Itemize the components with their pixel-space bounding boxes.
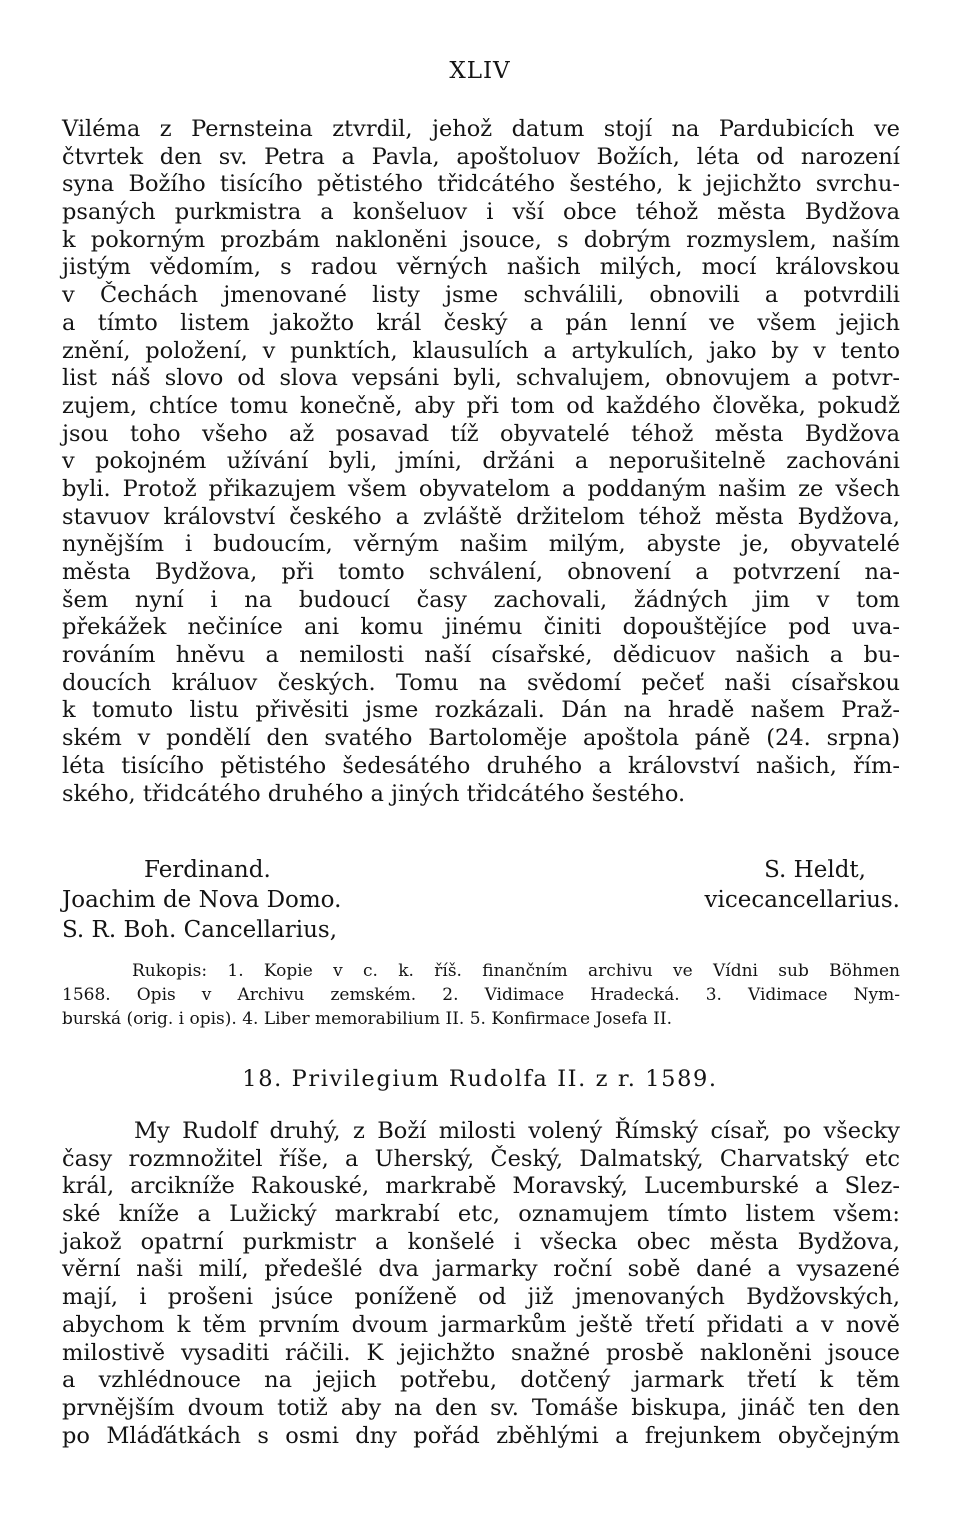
text-line: léta tisícího pětistého šedesátého druhého a království našich, řím-	[62, 752, 900, 779]
text-line: jistým vědomím, s radou věrných našich milých, mocí královskou	[62, 254, 900, 281]
text-line: rováním hněvu a nemilosti naší císařské, dědicuov našich a bu-	[62, 642, 900, 669]
text-line: čtvrtek den sv. Petra a Pavla, apoštoluov Božích, léta od narození	[62, 143, 900, 170]
text-line: věrní naši milí, předešlé dva jarmarky roční sobě dané a vysazené	[62, 1256, 900, 1283]
text-line: list náš slovo od slova vepsáni byli, schvalujem, obnovujem a potvr-	[62, 365, 900, 392]
text-line: a tímto listem jakožto král český a pán lenní ve všem jejich	[62, 309, 900, 336]
text-line: překážek nečiníce ani komu jinému činiti dopouštějíce pod uva-	[62, 614, 900, 641]
text-line: My Rudolf druhý, z Boží milosti volený Římský císař, po všecky	[134, 1118, 900, 1144]
text-line: nynějším i budoucím, věrným našim milým, abyste je, obyvatelé	[62, 531, 900, 558]
manuscript-notes	[62, 959, 900, 1031]
page-number: XLIV	[449, 58, 511, 84]
text-line: král, arcikníže Rakouské, markrabě Moravský, Lucemburské a Slez-	[62, 1173, 900, 1200]
text-line: jakož opatrní purkmistr a konšelé i všecka obec města Bydžova,	[62, 1228, 900, 1255]
text-line: syna Božího tisícího pětistého třidcátého šestého, k jejichžto svrchu-	[62, 171, 900, 198]
signature-vicecancellarius: vicecancellarius.	[704, 887, 900, 913]
signature-heldt: S. Heldt,	[764, 857, 866, 883]
text-line: Viléma z Pernsteina ztvrdil, jehož datum stojí na Pardubicích ve	[62, 116, 900, 142]
signature-cancellarius: S. R. Boh. Cancellarius,	[62, 917, 338, 943]
text-line: a vzhlédnouce na jejich potřebu, dotčený jarmark třetí k těm	[62, 1367, 900, 1394]
note-line: 1568. Opis v Archivu zemském. 2. Vidimace Hradecká. 3. Vidimace Nym-	[62, 985, 900, 1005]
text-line: milostivě vysaditi ráčili. K jejichžto snažné prosbě nakloněni jsouce	[62, 1339, 900, 1366]
note-line: burská (orig. i opis). 4. Liber memorabilium II. 5. Konfirmace Josefa II.	[62, 1009, 672, 1029]
text-line: doucích králuov českých. Tomu na svědomí pečeť naši císařskou	[62, 669, 900, 696]
text-line: prvnějším dvoum totiž aby na den sv. Tomáše biskupa, jináč ten den	[62, 1394, 900, 1421]
text-line: zujem, chtíce tomu konečně, aby při tom od každého člověka, pokudž	[62, 392, 900, 419]
text-line: abychom k těm prvním dvoum jarmarkům ještě třetí přidati a v nově	[62, 1311, 900, 1338]
signature-ferdinand: Ferdinand.	[144, 857, 271, 883]
text-line: ském v pondělí den svatého Bartoloměje apoštola páně (24. srpna)	[62, 725, 900, 752]
text-line: stavuov království českého a zvláště držitelom téhož města Bydžova,	[62, 503, 900, 530]
text-line: k tomuto listu přivěsiti jsme rozkázali. Dán na hradě našem Praž-	[62, 697, 900, 724]
text-line: po Mláďátkách s osmi dny pořád zběhlými a frejunkem obyčejným	[62, 1422, 900, 1449]
section-heading: 18. Privilegium Rudolfa II. z r. 1589.	[242, 1066, 718, 1092]
text-line: jsou toho všeho až posavad tíž obyvatelé téhož města Bydžova	[62, 420, 900, 447]
signature-block	[62, 855, 900, 945]
text-line: znění, položení, v punktích, klausulích a artykulích, jako by v tento	[62, 337, 900, 364]
text-line: šem nyní i na budoucí časy zachovali, žádných jim v tom	[62, 586, 900, 613]
signature-joachim: Joachim de Nova Domo.	[62, 887, 342, 913]
text-line: časy rozmnožitel říše, a Uherský, Český, Dalmatský, Charvatský etc	[62, 1145, 900, 1172]
text-line: města Bydžova, při tomto schválení, obnovení a potvrzení na-	[62, 559, 900, 585]
text-line: ské kníže a Lužický markrabí etc, oznamujem tímto listem všem:	[62, 1201, 900, 1228]
text-line: byli. Protož přikazujem všem obyvatelom a poddaným našim ze všech	[62, 475, 900, 502]
text-line: k pokorným prozbám nakloněni jsouce, s dobrým rozmyslem, naším	[62, 226, 900, 253]
text-line: ského, třidcátého druhého a jiných třidcátého šestého.	[62, 780, 686, 807]
text-line: mají, i prošeni jsúce poníženě od již jmenovaných Bydžovských,	[62, 1284, 900, 1311]
text-line: v Čechách jmenované listy jsme schválili, obnovili a potvrdili	[62, 282, 900, 309]
note-line: Rukopis: 1. Kopie v c. k. říš. finančním archivu ve Vídni sub Böhmen	[132, 961, 900, 981]
text-line: v pokojném užívání byli, jmíni, držáni a neporušitelně zachováni	[62, 448, 900, 475]
text-line: psaných purkmistra a konšeluov i vší obce téhož města Bydžova	[62, 199, 900, 226]
paragraph-rudolf-privilege	[62, 1118, 900, 1450]
paragraph-ferdinand-charter	[62, 116, 900, 808]
